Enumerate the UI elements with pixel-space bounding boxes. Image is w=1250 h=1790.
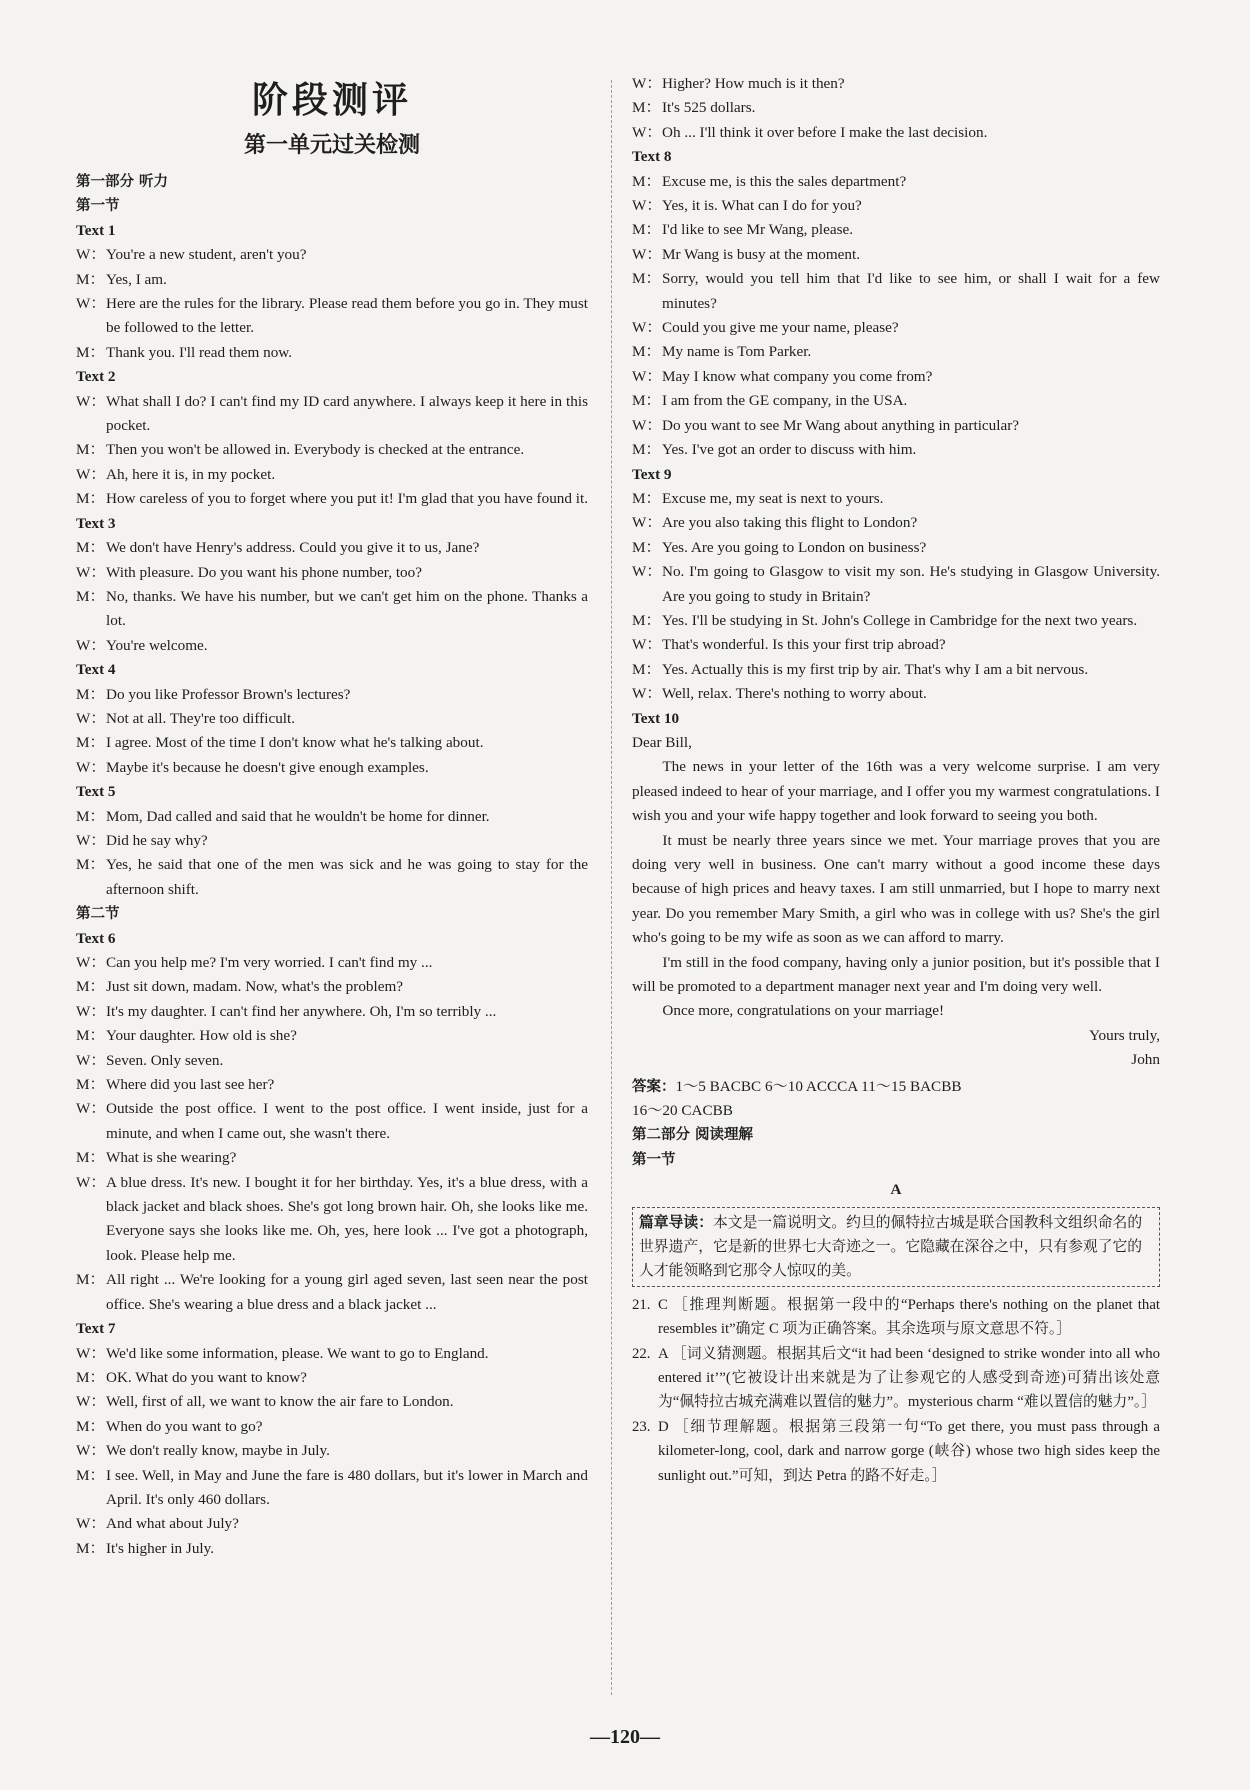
speaker: M： (632, 343, 661, 361)
speaker: M： (76, 807, 105, 825)
utterance: Are you also taking this flight to London? (662, 514, 918, 532)
dialogue-line (632, 365, 1160, 389)
dialogue-line (76, 292, 588, 341)
utterance: Then you won't be allowed in. Everybody is checked at the entrance. (106, 441, 525, 459)
stage-test-heading: 阶段测评 (251, 80, 412, 120)
speaker: W： (632, 416, 662, 434)
dialogue-block (76, 512, 588, 658)
speaker: M： (76, 490, 105, 508)
dialogue-block (76, 1317, 588, 1561)
utterance: When do you want to go? (106, 1417, 263, 1435)
utterance: Yes, it is. What can I do for you? (662, 197, 862, 215)
utterance: I see. Well, in May and June the fare is 480 dollars, but it's lower in March and April. It's only 460 dollars. (106, 1466, 588, 1508)
speaker: W： (632, 245, 662, 263)
dialogue-line (76, 756, 588, 780)
utterance: Yes, I am. (106, 270, 167, 288)
passage-label: A (890, 1181, 902, 1199)
dialogue-line (76, 707, 588, 731)
dialogue-block (76, 927, 588, 1318)
utterance: How careless of you to forget where you put it! I'm glad that you have found it. (106, 490, 589, 508)
speaker: M： (76, 978, 105, 996)
utterance: All right ... We're looking for a young girl aged seven, last seen near the post office. She's wearing a blue dress and a black jacket ... (106, 1271, 588, 1313)
utterance: May I know what company you come from? (662, 367, 933, 385)
utterance: Well, relax. There's nothing to worry about. (662, 685, 927, 703)
question-text: A ［词义猜测题。根据其后文“it had been ‘designed to strike wonder into all who entered it’”(它被设计出来就是为了让参观它的人感受到奇迹)可猜出该处意为“佩特拉古城充满难以置信的魅力”。mysterious charm “难以置信的魅力”。］ (658, 1345, 1160, 1411)
speaker: M： (76, 539, 105, 557)
dialogue-line (76, 1366, 588, 1390)
text-label: Text 3 (76, 514, 116, 532)
dialogue-line (76, 1390, 588, 1414)
speaker: M： (76, 587, 105, 605)
speaker: W： (76, 1442, 106, 1460)
dialogue-block-continued (632, 72, 1160, 145)
letter-paragraph: I'm still in the food company, having only a junior position, but it's possible that I will be promoted to a department manager next year and I'm doing very well. (632, 953, 1160, 996)
right-column (632, 72, 1160, 1488)
speaker: M： (76, 856, 105, 874)
dialogue-line (632, 340, 1160, 364)
speaker: M： (76, 1149, 105, 1167)
dialogue-block (76, 658, 588, 780)
part1-title: 第一部分 听力 (76, 174, 169, 190)
speaker: M： (632, 660, 661, 678)
utterance: No, thanks. We have his number, but we can't get him on the phone. Thanks a lot. (106, 587, 588, 630)
utterance: Here are the rules for the library. Please read them before you go in. They must be followed to the letter. (106, 295, 588, 337)
dialogue-line (632, 658, 1160, 682)
utterance: We don't have Henry's address. Could you give it to us, Jane? (106, 539, 480, 557)
utterance: Do you want to see Mr Wang about anything in particular? (662, 416, 1020, 434)
dialogue-block (632, 145, 1160, 462)
utterance: Excuse me, my seat is next to yours. (662, 489, 884, 507)
text-label: Text 4 (76, 661, 116, 679)
speaker: W： (76, 831, 106, 849)
dialogue-line (632, 316, 1160, 340)
dialogue-line (632, 72, 1160, 96)
utterance: Yes. Actually this is my first trip by air. That's why I am a bit nervous. (662, 660, 1089, 678)
part2-section1: 第一节 (632, 1151, 676, 1168)
speaker: M： (632, 441, 661, 459)
utterance: I agree. Most of the time I don't know what he's talking about. (106, 734, 484, 752)
speaker: W： (76, 392, 106, 410)
utterance: You're welcome. (106, 636, 208, 654)
dialogue-line (632, 243, 1160, 267)
dialogue-line (76, 1024, 588, 1048)
text-label: Text 7 (76, 1320, 116, 1338)
utterance: What is she wearing? (106, 1149, 237, 1167)
dialogue-line (76, 805, 588, 829)
text10-letter (632, 707, 1160, 1073)
unit-title: 第一单元过关检测 (243, 132, 420, 157)
utterance: It's my daughter. I can't find her anywhere. Oh, I'm so terribly ... (106, 1002, 497, 1020)
speaker: W： (76, 295, 106, 313)
utterance: Could you give me your name, please? (662, 319, 899, 337)
speaker: M： (632, 221, 661, 239)
dialogue-line (76, 1512, 588, 1536)
dialogue-line (76, 731, 588, 755)
speaker: W： (76, 1100, 106, 1118)
speaker: M： (76, 1027, 105, 1045)
speaker: W： (632, 636, 662, 654)
dialogue-line (632, 96, 1160, 120)
utterance: Did he say why? (106, 831, 208, 849)
speaker: M： (76, 685, 105, 703)
dialogue-line (76, 1049, 588, 1073)
utterance: Thank you. I'll read them now. (106, 343, 293, 361)
part1-section1: 第一节 (76, 198, 120, 215)
utterance: Not at all. They're too difficult. (106, 709, 296, 727)
utterance: Well, first of all, we want to know the air fare to London. (106, 1393, 454, 1411)
text-label: Text 9 (632, 465, 672, 483)
dialogue-block (76, 365, 588, 511)
dialogue-line (76, 683, 588, 707)
dialogue-line (76, 1537, 588, 1561)
question-text: C ［推理判断题。根据第一段中的“Perhaps there's nothing on the planet that resembles it”确定 C 项为正确答案。其余选项与原文意思不符。］ (658, 1296, 1160, 1338)
utterance: Yes. I've got an order to discuss with him. (662, 441, 917, 459)
utterance: With pleasure. Do you want his phone number, too? (106, 563, 422, 581)
dialogue-line (76, 829, 588, 853)
utterance: No. I'm going to Glasgow to visit my son. He's studying in Glasgow University. Are you going to study in Britain? (662, 563, 1160, 605)
utterance: Can you help me? I'm very worried. I can't find my ... (106, 954, 433, 971)
guide-label: 篇章导读： (639, 1214, 713, 1231)
dialogue-line (76, 341, 588, 365)
utterance: You're a new student, aren't you? (106, 246, 307, 264)
speaker: M： (76, 1539, 105, 1557)
answer-key (632, 1075, 1160, 1124)
dialogue-line (76, 487, 588, 511)
speaker: W： (76, 1344, 106, 1362)
speaker: W： (632, 514, 662, 532)
dialogue-line (632, 121, 1160, 145)
speaker: M： (632, 270, 661, 288)
dialogue-line (76, 438, 588, 462)
answer-label: 答案： (632, 1078, 676, 1095)
column-divider (611, 80, 612, 1695)
question-number: 22. (632, 1345, 651, 1362)
dialogue-line (76, 853, 588, 902)
dialogue-block (76, 780, 588, 902)
dialogue-line (76, 561, 588, 585)
dialogue-line (632, 609, 1160, 633)
dialogue-line (76, 975, 588, 999)
dialogue-line (632, 633, 1160, 657)
dialogue-line (76, 585, 588, 634)
utterance: That's wonderful. Is this your first trip abroad? (662, 636, 946, 654)
dialogue-line (76, 463, 588, 487)
text-label: Text 2 (76, 368, 116, 386)
question-text: D ［细节理解题。根据第三段第一句“To get there, you must pass through a kilometer-long, cool, dark and narrow gorge (峡谷) whose two high sides keep the sunlight out.”可知，到达 Petra 的路不好走。］ (658, 1418, 1160, 1484)
utterance: Excuse me, is this the sales department? (662, 172, 907, 190)
utterance: Yes. I'll be studying in St. John's College in Cambridge for the next two years. (662, 611, 1138, 629)
letter-signature: John (1131, 1051, 1160, 1069)
part2-title: 第二部分 阅读理解 (632, 1127, 754, 1144)
dialogue-line (76, 1171, 588, 1269)
dialogue-line (76, 1268, 588, 1317)
utterance: And what about July? (106, 1515, 239, 1533)
speaker: M： (76, 1076, 105, 1094)
speaker: W： (76, 758, 106, 776)
speaker: M： (632, 489, 661, 507)
utterance: I'd like to see Mr Wang, please. (662, 221, 854, 239)
dialogue-line (76, 1073, 588, 1097)
speaker: M： (76, 1466, 105, 1484)
letter-paragraph: Once more, congratulations on your marriage! (662, 1002, 945, 1020)
utterance: We'd like some information, please. We want to go to England. (106, 1344, 489, 1362)
text-label: Text 10 (632, 709, 680, 727)
page-number: —120— (590, 1726, 660, 1748)
speaker: W： (76, 709, 106, 727)
utterance: Your daughter. How old is she? (106, 1027, 297, 1045)
speaker: M： (76, 1417, 105, 1435)
utterance: What shall I do? I can't find my ID card anywhere. I always keep it here in this pocket. (106, 392, 588, 435)
speaker: W： (76, 954, 106, 971)
dialogue-line (76, 1439, 588, 1463)
utterance: Oh ... I'll think it over before I make the last decision. (662, 123, 988, 141)
dialogue-line (76, 536, 588, 560)
speaker: W： (632, 685, 662, 703)
dialogue-line (76, 1097, 588, 1146)
speaker: W： (76, 1051, 106, 1069)
speaker: M： (632, 538, 661, 556)
question-explanation (632, 1342, 1160, 1415)
question-explanation (632, 1293, 1160, 1342)
dialogue-line (632, 487, 1160, 511)
text-label: Text 5 (76, 783, 116, 801)
utterance: OK. What do you want to know? (106, 1368, 307, 1386)
utterance: Seven. Only seven. (106, 1051, 224, 1069)
utterance: It's higher in July. (106, 1539, 215, 1557)
speaker: M： (632, 611, 661, 629)
dialogue-line (76, 1415, 588, 1439)
letter-greeting: Dear Bill, (632, 733, 692, 751)
dialogue-line (632, 170, 1160, 194)
utterance: Ah, here it is, in my pocket. (106, 465, 276, 483)
speaker: W： (632, 197, 662, 215)
dialogue-line (632, 414, 1160, 438)
speaker: M： (76, 1368, 105, 1386)
dialogues-left (76, 219, 588, 1561)
utterance: Maybe it's because he doesn't give enough examples. (106, 758, 429, 776)
utterance: Sorry, would you tell him that I'd like to see him, or shall I wait for a few minutes? (662, 270, 1160, 312)
text-label: Text 6 (76, 929, 116, 947)
utterance: It's 525 dollars. (662, 99, 756, 117)
question-explanation (632, 1415, 1160, 1488)
utterance: Yes. Are you going to London on business? (662, 538, 927, 556)
utterance: A blue dress. It's new. I bought it for her birthday. Yes, it's a blue dress, with a black jacket and black shoes. She's got long brown hair. Oh, she looks like me. Everyone says she looks like me. Oh, yes, here look ... I've got a photograph, look. Please help me. (106, 1173, 588, 1264)
question-number: 21. (632, 1296, 651, 1313)
dialogue-line (632, 438, 1160, 462)
answer-line-2: 16～20 CACBB (632, 1102, 733, 1120)
utterance: Outside the post office. I went to the post office. I went inside, just for a minute, and when I came out, she wasn't there. (106, 1100, 588, 1142)
speaker: W： (632, 367, 662, 385)
guide-text: 本文是一篇说明文。约旦的佩特拉古城是联合国教科文组织命名的世界遗产，它是新的世界七大奇迹之一。它隐藏在深谷之中，只有参观了它的人才能领略到它那令人惊叹的美。 (639, 1214, 1143, 1279)
speaker: M： (76, 441, 105, 459)
utterance: Higher? How much is it then? (662, 75, 845, 92)
text-label: Text 8 (632, 148, 672, 166)
dialogue-line (76, 1146, 588, 1170)
utterance: My name is Tom Parker. (662, 343, 812, 361)
dialogue-line (76, 951, 588, 975)
speaker: W： (632, 75, 662, 92)
utterance: Mom, Dad called and said that he wouldn't be home for dinner. (106, 807, 490, 825)
speaker: W： (632, 123, 662, 141)
speaker: W： (76, 465, 106, 483)
speaker: W： (632, 319, 662, 337)
dialogue-line (632, 560, 1160, 609)
text-label: Text 1 (76, 221, 116, 239)
speaker: W： (632, 563, 662, 581)
utterance: Do you like Professor Brown's lectures? (106, 685, 351, 703)
dialogue-line (632, 511, 1160, 535)
speaker: M： (76, 1271, 105, 1289)
letter-paragraph: The news in your letter of the 16th was a very welcome surprise. I am very pleased indeed to hear of your marriage, and I offer you my warmest congratulations. I wish you and your wife happy together and look forward to seeing you both. (632, 758, 1160, 825)
chapter-guide-box (632, 1207, 1160, 1287)
speaker: W： (76, 563, 106, 581)
dialogue-line (76, 1464, 588, 1513)
speaker: W： (76, 1515, 106, 1533)
speaker: W： (76, 1002, 106, 1020)
dialogue-line (76, 243, 588, 267)
dialogue-line (76, 1342, 588, 1366)
speaker: W： (76, 246, 106, 264)
speaker: M： (76, 734, 105, 752)
speaker: W： (76, 636, 106, 654)
dialogue-block (632, 463, 1160, 707)
dialogue-line (632, 536, 1160, 560)
utterance: I am from the GE company, in the USA. (662, 392, 908, 410)
dialogue-line (76, 390, 588, 439)
dialogues-right (632, 72, 1160, 707)
speaker: W： (76, 1173, 106, 1191)
utterance: Where did you last see her? (106, 1076, 275, 1094)
dialogue-line (632, 267, 1160, 316)
speaker: W： (76, 1393, 106, 1411)
dialogue-block (76, 219, 588, 365)
speaker: M： (632, 99, 661, 117)
utterance: Yes, he said that one of the men was sick and he was going to stay for the afternoon shift. (106, 856, 588, 898)
speaker: M： (632, 392, 661, 410)
utterance: Just sit down, madam. Now, what's the problem? (106, 978, 404, 996)
letter-closing: Yours truly, (1089, 1026, 1160, 1044)
answer-line-1: 1～5 BACBC 6～10 ACCCA 11～15 BACBB (675, 1077, 962, 1095)
part1-section2: 第二节 (76, 906, 120, 923)
speaker: M： (76, 343, 105, 361)
dialogue-line (632, 389, 1160, 413)
dialogue-line (632, 218, 1160, 242)
utterance: Mr Wang is busy at the moment. (662, 245, 861, 263)
dialogue-line (632, 682, 1160, 706)
speaker: M： (76, 270, 105, 288)
utterance: We don't really know, maybe in July. (106, 1442, 330, 1460)
speaker: M： (632, 172, 661, 190)
dialogue-line (76, 268, 588, 292)
dialogue-line (76, 1000, 588, 1024)
question-number: 23. (632, 1418, 651, 1435)
letter-paragraph: It must be nearly three years since we met. Your marriage proves that you are doing very well in business. One can't marry without a good income these days because of high prices and heavy taxes. I am still unmarried, but I hope to marry next year. Do you remember Mary Smith, a girl who was in college with us? She's the girl who's going to be my wife as soon as we can afford to marry. (632, 831, 1160, 947)
dialogue-line (76, 634, 588, 658)
dialogue-line (632, 194, 1160, 218)
left-column (76, 72, 588, 1561)
